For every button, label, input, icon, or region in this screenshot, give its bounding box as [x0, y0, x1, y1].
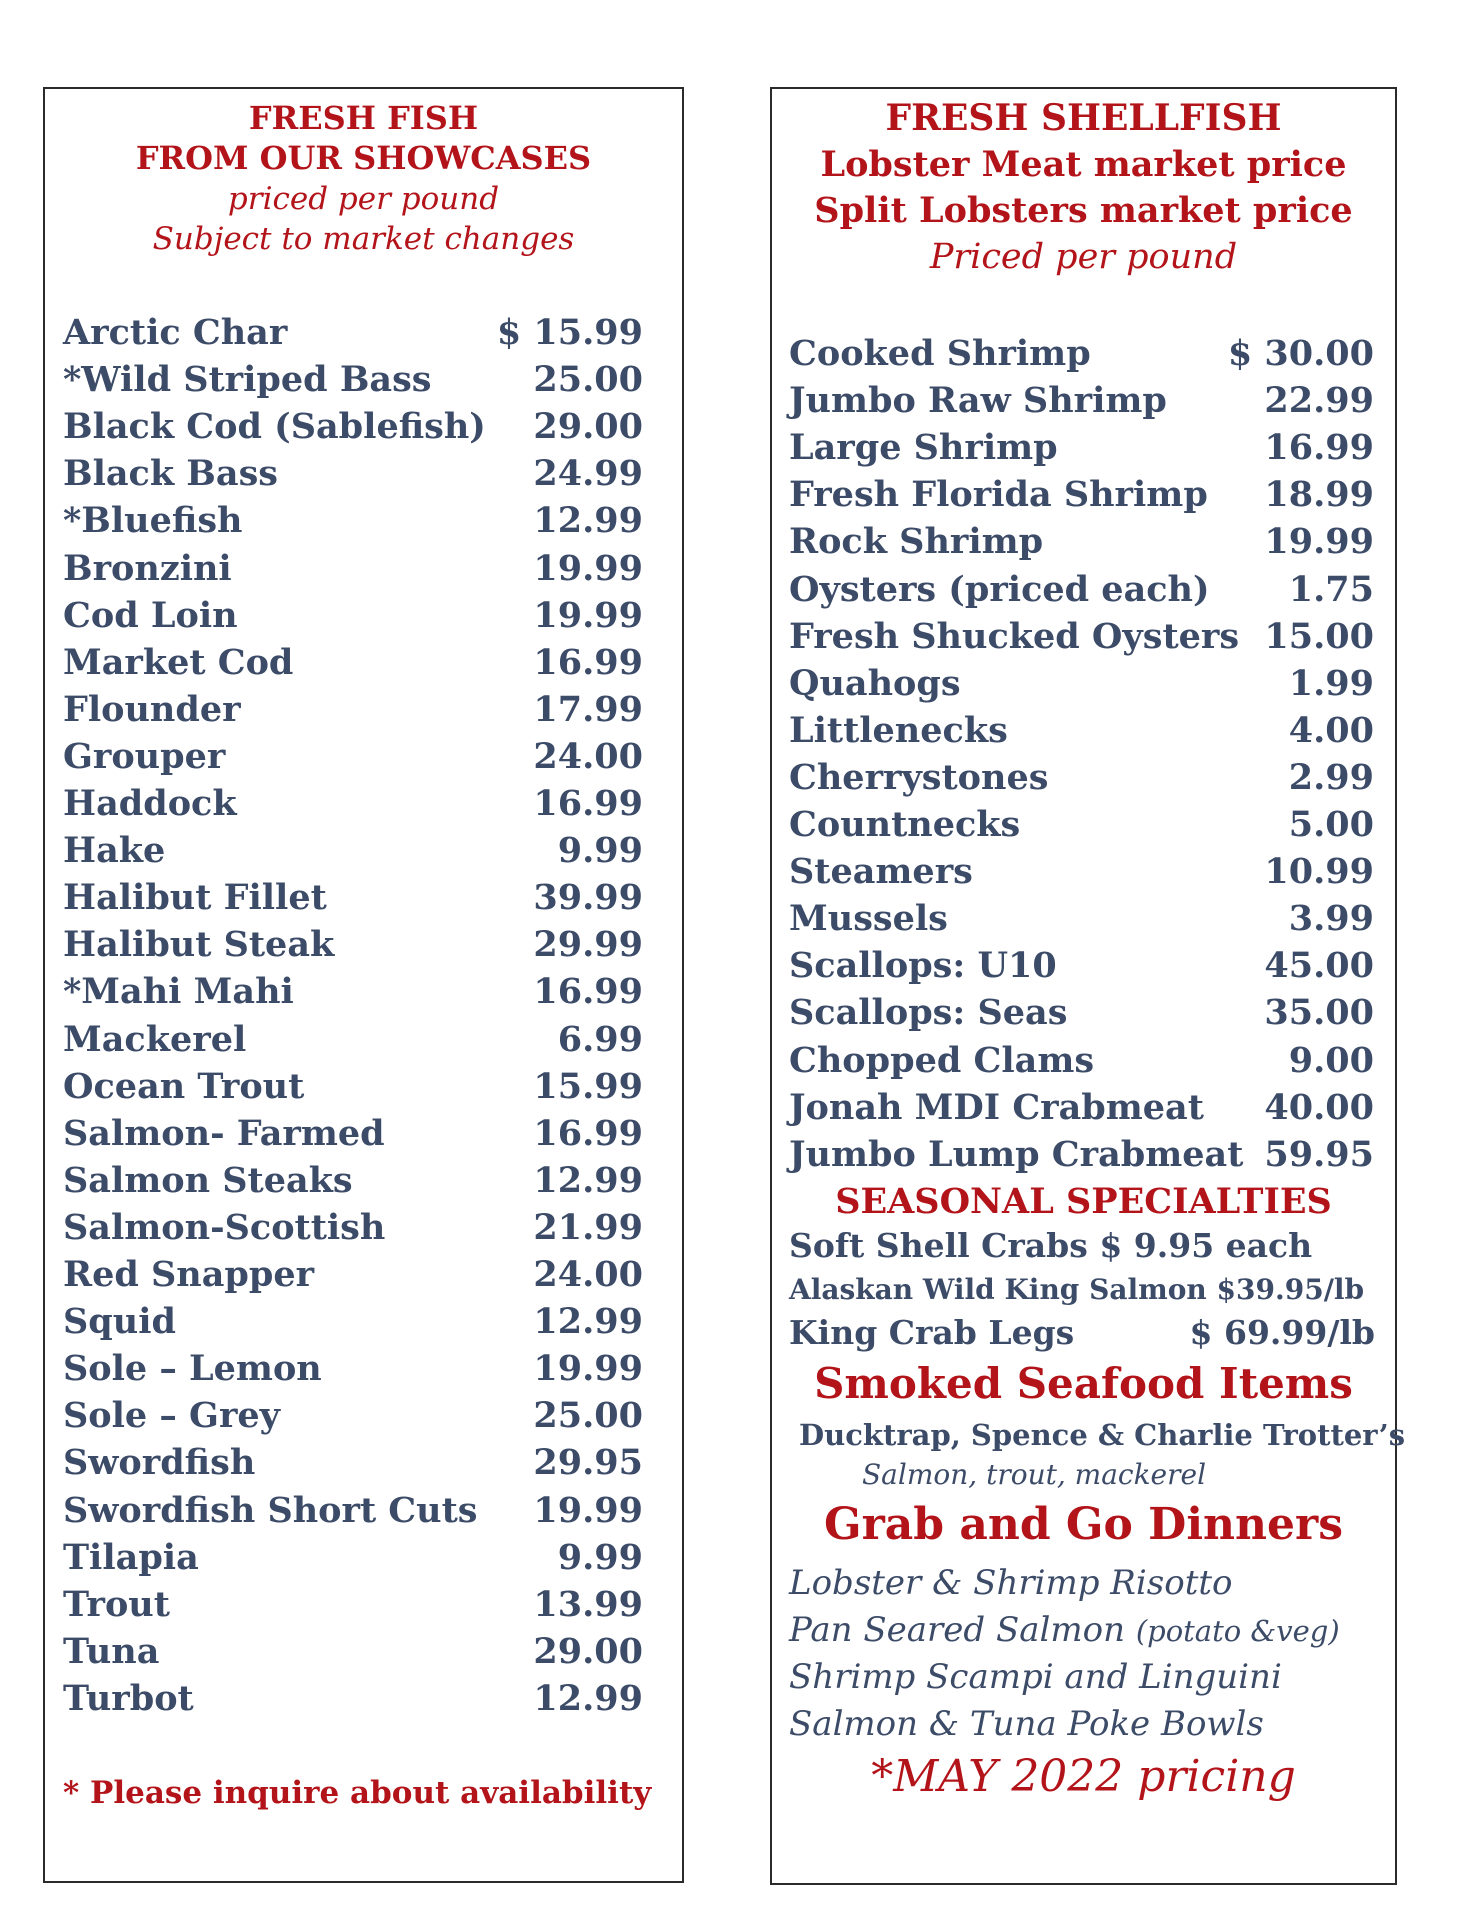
item-price: 59.95 [1264, 1133, 1374, 1175]
item-name: Halibut Fillet [63, 877, 327, 919]
item-name: Squid [63, 1301, 176, 1343]
grab-item-poke: Salmon & Tuna Poke Bowls [789, 1704, 1264, 1744]
soft-shell-crabs-line: Soft Shell Crabs $ 9.95 each [789, 1226, 1313, 1265]
item-name: Large Shrimp [789, 427, 1058, 469]
item-price: 1.99 [1288, 662, 1374, 704]
item-price: 17.99 [533, 688, 643, 730]
grab-item-salmon-note: (potato &veg) [1135, 1614, 1340, 1648]
item-price: 9.99 [557, 830, 643, 872]
item-price: 45.00 [1264, 945, 1374, 987]
fresh-fish-market-note: Subject to market changes [152, 221, 575, 257]
lobster-meat-line: Lobster Meat market price [820, 144, 1347, 185]
shellfish-title: FRESH SHELLFISH [885, 97, 1282, 139]
item-price: 15.99 [533, 1065, 643, 1107]
smoked-brands: Ducktrap, Spence & Charlie Trotter’s [799, 1418, 1406, 1452]
item-name: Swordfish Short Cuts [63, 1489, 478, 1531]
item-price: 15.00 [1264, 615, 1374, 657]
item-name: Turbot [63, 1677, 194, 1719]
item-price: 19.99 [533, 1348, 643, 1390]
item-price: 29.99 [533, 924, 643, 966]
item-name: Rock Shrimp [789, 521, 1044, 563]
item-price: 19.99 [533, 547, 643, 589]
item-name: Grouper [63, 735, 226, 777]
availability-footnote: * Please inquire about availability [63, 1775, 652, 1811]
item-name: Ocean Trout [63, 1065, 305, 1107]
item-name: Jonah MDI Crabmeat [789, 1086, 1204, 1128]
item-price: 18.99 [1264, 474, 1374, 516]
smoked-types: Salmon, trout, mackerel [862, 1458, 1207, 1491]
item-price: 2.99 [1288, 756, 1374, 798]
seasonal-specialties-title: SEASONAL SPECIALTIES [835, 1181, 1332, 1222]
item-price: 12.99 [533, 1159, 643, 1201]
item-name: Bronzini [63, 547, 232, 589]
item-name: Halibut Steak [63, 924, 335, 966]
shellfish-pricing-note: Priced per pound [929, 237, 1238, 277]
item-name: Mackerel [63, 1018, 247, 1060]
item-price: 12.99 [533, 500, 643, 542]
grab-item-risotto: Lobster & Shrimp Risotto [789, 1563, 1233, 1603]
item-name: Cherrystones [789, 756, 1049, 798]
item-name: Hake [63, 830, 166, 872]
item-name: Oysters (priced each) [789, 568, 1210, 610]
item-price: 19.99 [533, 594, 643, 636]
item-price: 1.75 [1288, 568, 1374, 610]
item-price: 29.00 [533, 406, 643, 448]
fresh-fish-subtitle: FROM OUR SHOWCASES [135, 139, 592, 177]
item-price: 13.99 [533, 1583, 643, 1625]
item-price: 6.99 [557, 1018, 643, 1060]
item-name: Scallops: U10 [789, 945, 1057, 987]
item-name: Flounder [63, 688, 241, 730]
item-name: Steamers [789, 851, 973, 893]
item-price: 16.99 [1264, 427, 1374, 469]
item-price: 3.99 [1288, 898, 1374, 940]
item-name: Tuna [63, 1630, 160, 1672]
item-name: Jumbo Raw Shrimp [789, 380, 1167, 422]
item-price: 4.00 [1288, 709, 1374, 751]
item-price: 16.99 [533, 641, 643, 683]
item-price: 25.00 [533, 359, 643, 401]
king-crab-legs-name: King Crab Legs [789, 1313, 1075, 1352]
item-name: Sole – Grey [63, 1395, 280, 1437]
item-price: 16.99 [533, 783, 643, 824]
item-price: $ 15.99 [496, 312, 643, 353]
item-name: Red Snapper [63, 1254, 315, 1295]
item-name: Chopped Clams [789, 1039, 1095, 1081]
item-name: Quahogs [789, 662, 961, 704]
item-name: Scallops: Seas [789, 992, 1068, 1034]
item-price: 19.99 [1264, 521, 1374, 563]
item-price: 24.00 [533, 1254, 643, 1295]
item-name: *Bluefish [63, 500, 243, 542]
item-name: Swordfish [63, 1442, 256, 1484]
item-price: 29.95 [533, 1442, 643, 1484]
fresh-fish-panel [43, 87, 684, 1883]
item-name: Salmon-Scottish [63, 1206, 386, 1248]
grab-and-go-title: Grab and Go Dinners [824, 1499, 1343, 1550]
item-name: Sole – Lemon [63, 1348, 322, 1390]
item-price: $ 30.00 [1227, 333, 1374, 374]
split-lobster-line: Split Lobsters market price [814, 190, 1353, 231]
item-name: *Wild Striped Bass [63, 359, 432, 401]
item-price: 21.99 [533, 1206, 643, 1248]
item-name: Black Cod (Sablefish) [63, 406, 486, 448]
item-name: Mussels [789, 898, 948, 940]
item-price: 22.99 [1264, 380, 1374, 422]
item-name: Trout [63, 1583, 170, 1625]
item-name: Black Bass [63, 453, 278, 495]
smoked-seafood-title: Smoked Seafood Items [814, 1359, 1353, 1408]
item-name: *Mahi Mahi [63, 971, 294, 1013]
item-name: Cod Loin [63, 594, 238, 636]
item-price: 16.99 [533, 1112, 643, 1154]
item-name: Haddock [63, 783, 237, 824]
item-name: Cooked Shrimp [789, 333, 1091, 374]
item-price: 24.00 [533, 735, 643, 777]
fresh-fish-pricing-note: priced per pound [227, 181, 500, 217]
item-name: Jumbo Lump Crabmeat [789, 1133, 1244, 1175]
item-name: Arctic Char [63, 312, 288, 353]
item-price: 24.99 [533, 453, 643, 495]
item-price: 19.99 [533, 1489, 643, 1531]
alaskan-salmon-line: Alaskan Wild King Salmon $39.95/lb [789, 1273, 1365, 1306]
item-name: Salmon- Farmed [63, 1112, 385, 1154]
grab-item-scampi: Shrimp Scampi and Linguini [789, 1657, 1282, 1697]
item-price: 5.00 [1288, 804, 1374, 845]
item-price: 12.99 [533, 1677, 643, 1719]
item-name: Fresh Shucked Oysters [789, 615, 1240, 657]
grab-item-salmon [789, 1610, 1340, 1650]
fresh-fish-title: FRESH FISH [248, 99, 479, 137]
fresh-shellfish-panel [770, 87, 1406, 1885]
pricing-date-note: *MAY 2022 pricing [871, 1751, 1296, 1802]
item-name: Countnecks [789, 804, 1021, 845]
item-price: 29.00 [533, 1630, 643, 1672]
item-price: 35.00 [1264, 992, 1374, 1034]
king-crab-legs-price: $ 69.99/lb [1189, 1313, 1375, 1352]
item-price: 9.99 [557, 1536, 643, 1578]
item-name: Fresh Florida Shrimp [789, 474, 1208, 516]
item-price: 40.00 [1264, 1086, 1374, 1128]
grab-item-salmon-main: Pan Seared Salmon [789, 1610, 1136, 1650]
item-price: 12.99 [533, 1301, 643, 1343]
item-name: Market Cod [63, 641, 294, 683]
item-price: 16.99 [533, 971, 643, 1013]
item-name: Tilapia [63, 1536, 199, 1578]
item-name: Salmon Steaks [63, 1159, 353, 1201]
item-price: 25.00 [533, 1395, 643, 1437]
item-price: 39.99 [533, 877, 643, 919]
item-name: Littlenecks [789, 709, 1008, 751]
item-price: 10.99 [1264, 851, 1374, 893]
item-price: 9.00 [1288, 1039, 1374, 1081]
